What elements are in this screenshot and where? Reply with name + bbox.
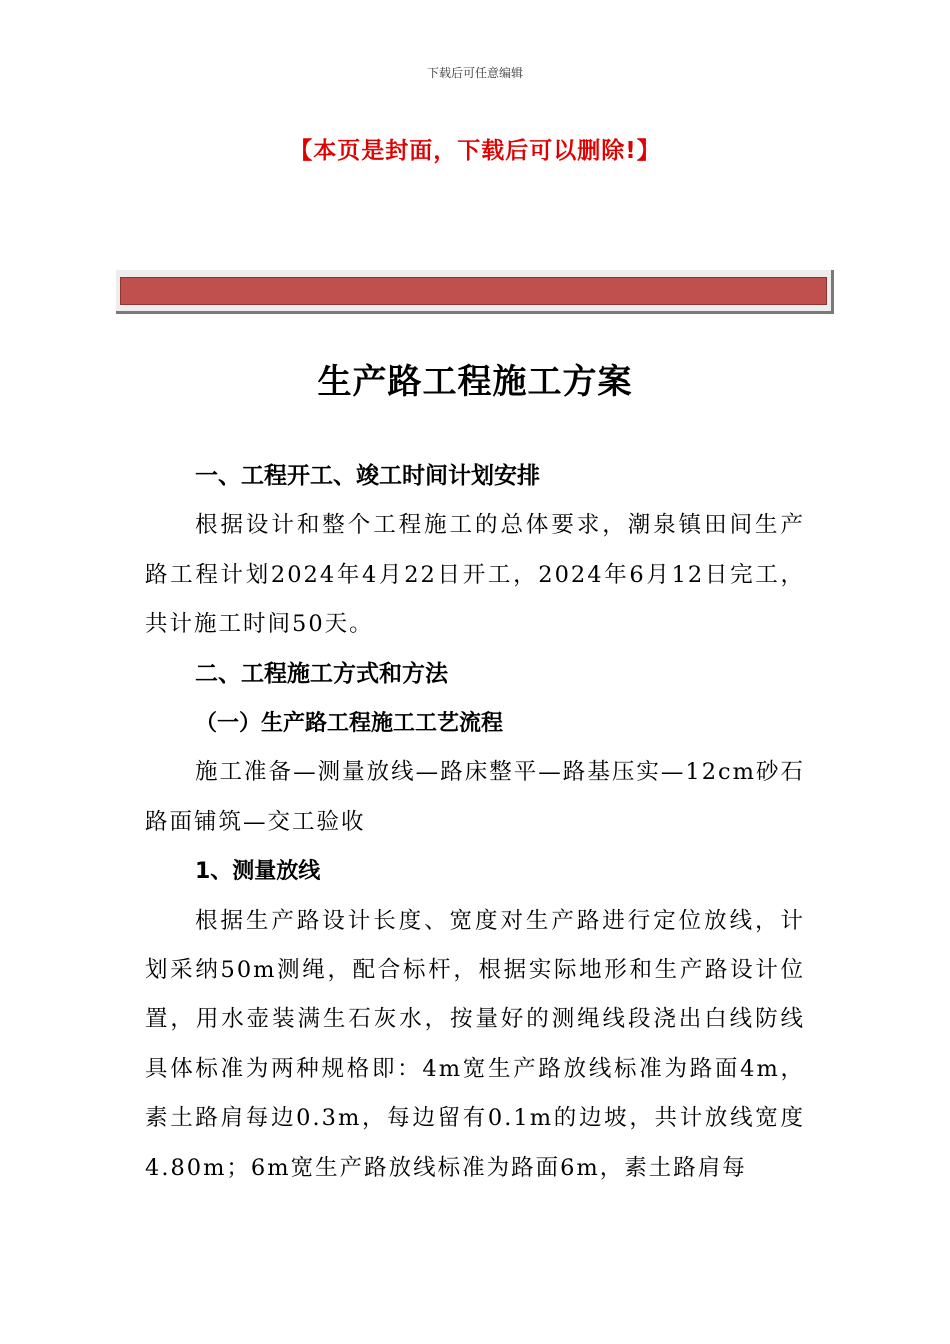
section-heading-schedule: 一、工程开工、竣工时间计划安排 [195, 463, 540, 489]
document-body [145, 452, 805, 1193]
cover-notice: 【本页是封面，下载后可以删除!】 [289, 138, 661, 164]
section-paragraph-survey: 根据生产路设计长度、宽度对生产路进行定位放线，计划采纳50m测绳，配合标杆，根据实际地形和生产路设计位置，用水壶装满生石灰水，按量好的测绳线段浇出白线防线具体标准为两种规格即：4m宽生产路放线标准为路面4m，素土路肩每边0.3m，每边留有0.1m的边坡，共计放线宽度4.80m；6m宽生产路放线标准为路面6m，素土路肩每 [145, 907, 805, 1181]
section-paragraph-process: 施工准备—测量放线—路床整平—路基压实—12cm砂石路面铺筑—交工验收 [145, 759, 805, 835]
title-banner-bar [120, 277, 827, 305]
section-heading-survey: 1、测量放线 [195, 859, 321, 885]
page-header: 下载后可任意编辑 [426, 66, 523, 80]
subsection-heading-process: （一）生产路工程施工工艺流程 [195, 711, 504, 737]
section-paragraph-schedule: 根据设计和整个工程施工的总体要求，潮泉镇田间生产路工程计划2024年4月22日开工，2024年6月12日完工，共计施工时间50天。 [145, 512, 805, 638]
section-heading-methods: 二、工程施工方式和方法 [195, 660, 448, 687]
document-title: 生产路工程施工方案 [317, 362, 633, 402]
title-banner [116, 270, 834, 314]
